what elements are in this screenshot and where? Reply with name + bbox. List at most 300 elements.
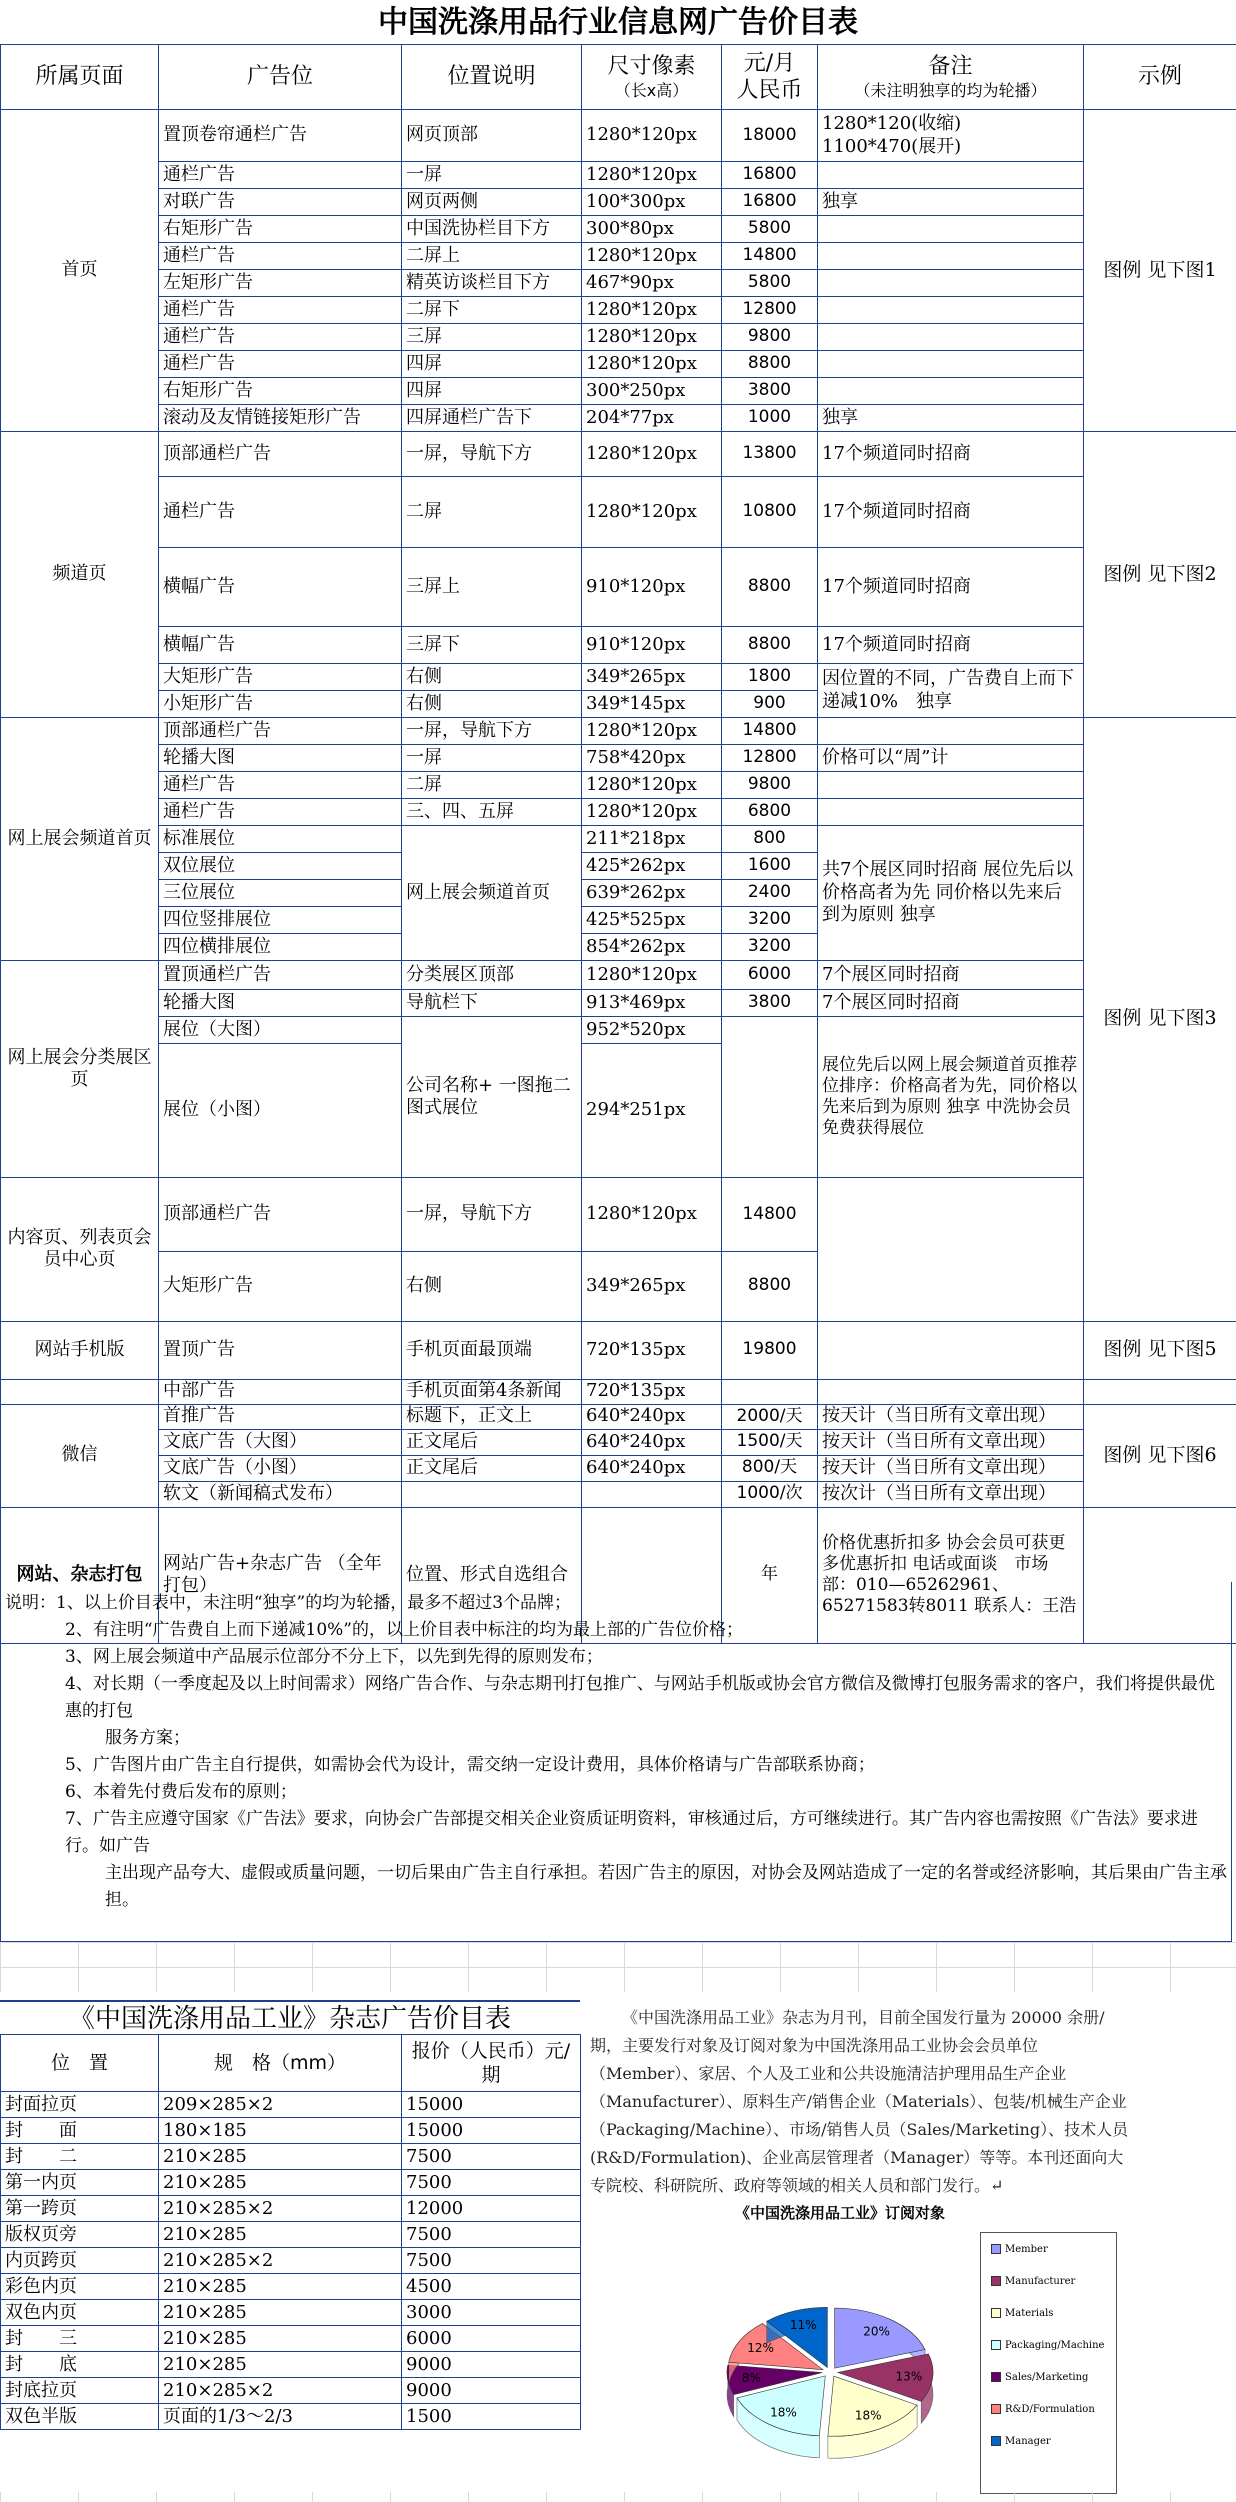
cell-price: 1000 [722,405,818,432]
cell-position: 软文（新闻稿式发布） [159,1481,402,1507]
note-line: 3、网上展会频道中产品展示位部分不分上下，以先到先得的原则发布； [65,1647,603,1667]
cell-desc: 右侧 [402,664,582,691]
legend-item [981,2329,1116,2361]
mag-cell-pos: 第一跨页 [1,2196,159,2222]
mag-cell-pos: 彩色内页 [1,2274,159,2300]
table-row [1,189,1236,216]
mag-cell-pos: 双色内页 [1,2300,159,2326]
page-title: 中国洗涤用品行业信息网广告价目表 [378,5,858,40]
cell-remark: 独享 [818,189,1084,216]
mag-cell-pos: 封底拉页 [1,2378,159,2404]
cell-desc: 一屏 [402,745,582,772]
cell-desc: 右侧 [402,691,582,718]
cell-size: 204*77px [582,405,722,432]
cell-remark [818,799,1084,826]
section-home: 首页 [1,110,159,432]
section-wechat: 微信 [1,1404,159,1507]
cell-size: 100*300px [582,189,722,216]
cell-price: 800 [722,826,818,853]
cell-desc: 三屏 [402,324,582,351]
cell-price: 2400 [722,880,818,907]
cell-remark [818,162,1084,189]
table-row [1,2222,581,2248]
cell-remark [818,243,1084,270]
cell-size: 1280*120px [582,243,722,270]
pie-label: 20% [863,2324,890,2339]
legend-swatch [991,2436,1001,2446]
col-header-page: 所属页面 [1,45,159,110]
legend-swatch [991,2340,1001,2350]
table-header-row [1,2035,581,2092]
legend-label: Sales/Marketing [1005,2371,1089,2383]
table-row [1,2378,581,2404]
mag-cell-spec: 210×285 [159,2300,402,2326]
table-row [1,826,1236,853]
legend-item [981,2425,1116,2457]
legend-label: Manager [1005,2435,1051,2447]
table-row [1,1017,1236,1044]
cell-desc: 四屏 [402,351,582,378]
col-header-example: 示例 [1084,45,1236,110]
cell-desc: 网页两侧 [402,189,582,216]
cell-desc: 二屏 [402,772,582,799]
section-bundle: 网站、杂志打包 [1,1507,159,1643]
cell-size: 467*90px [582,270,722,297]
table-row [1,405,1236,432]
note-line: 服务方案； [105,1728,190,1748]
legend-item [981,2297,1116,2329]
mag-cell-spec: 210×285 [159,2222,402,2248]
mag-cell-price: 15000 [402,2118,581,2144]
mag-cell-spec: 210×285×2 [159,2248,402,2274]
cell-remark [818,351,1084,378]
cell-price: 年 [722,1507,818,1643]
table-row [1,745,1236,772]
col-header-price [722,45,818,110]
cell-price: 6800 [722,799,818,826]
cell-size: 349*145px [582,691,722,718]
cell-remark [818,718,1084,745]
cell-remark: 7个展区同时招商 [818,961,1084,990]
cell-size: 1280*120px [582,297,722,324]
cell-size: 640*240px [582,1404,722,1429]
cell-price: 6000 [722,961,818,990]
cell-remark: 按次计（当日所有文章出现） [818,1481,1084,1507]
cell-price: 900 [722,691,818,718]
cell-remark [818,270,1084,297]
cell-remark: 17个频道同时招商 [818,432,1084,477]
mag-cell-price: 6000 [402,2326,581,2352]
table-row [1,2196,581,2222]
cell-size: 1280*120px [582,324,722,351]
table-row [1,432,1236,477]
table-row [1,2300,581,2326]
cell-remark: 价格优惠折扣多 协会会员可获更多优惠折扣 电话或面谈 市场部：010—65262961、65271583转8011 联系人：王浩 [818,1507,1084,1643]
cell-size: 425*525px [582,907,722,934]
cell-position: 通栏广告 [159,162,402,189]
chart-title: 《中国洗涤用品工业》订阅对象 [734,2204,945,2222]
cell-remark: 17个频道同时招商 [818,548,1084,627]
table-row [1,2118,581,2144]
cell-remark: 独享 [818,405,1084,432]
mag-cell-spec: 210×285 [159,2170,402,2196]
cell-price: 8800 [722,1251,818,1321]
cell-size: 1280*120px [582,432,722,477]
mag-cell-spec: 210×285×2 [159,2378,402,2404]
cell-desc: 精英访谈栏目下方 [402,270,582,297]
cell-position: 轮播大图 [159,745,402,772]
cell-size: 640*240px [582,1429,722,1455]
cell-size: 1280*120px [582,351,722,378]
cell-position: 首推广告 [159,1404,402,1429]
table-row [1,2144,581,2170]
cell-remark: 按天计（当日所有文章出现） [818,1455,1084,1481]
legend-label: Materials [1005,2307,1054,2319]
mag-cell-spec: 210×285×2 [159,2196,402,2222]
cell-size: 1280*120px [582,477,722,548]
cell-price: 5800 [722,270,818,297]
col-header-size [582,45,722,110]
cell-remark: 共7个展区同时招商 展位先后以价格高者为先 同价格以先来后到为原则 独享 [818,826,1084,961]
cell-desc: 分类展区顶部 [402,961,582,990]
note-line: 7、广告主应遵守国家《广告法》要求，向协会广告部提交相关企业资质证明资料，审核通过后，方可继续进行。其广告内容也需按照《广告法》要求进行。如广告 [65,1809,1198,1856]
section-expo-home: 网上展会频道首页 [1,718,159,961]
cell-desc: 正文尾后 [402,1429,582,1455]
table-row [1,378,1236,405]
cell-position: 置顶广告 [159,1321,402,1379]
table-row [1,772,1236,799]
cell-price: 2000/天 [722,1404,818,1429]
table-row [1,718,1236,745]
cell-size: 1280*120px [582,718,722,745]
table-row [1,548,1236,627]
cell-price: 1800 [722,664,818,691]
cell-desc: 二屏 [402,477,582,548]
cell-remark [818,1178,1084,1322]
col-header-mag-position: 位 置 [1,2035,159,2092]
cell-price: 19800 [722,1321,818,1379]
cell-size: 300*250px [582,378,722,405]
cell-price: 18000 [722,110,818,162]
cell-desc: 二屏下 [402,297,582,324]
cell-position: 右矩形广告 [159,216,402,243]
cell-desc: 三、四、五屏 [402,799,582,826]
web-ad-price-table [0,44,1236,1644]
table-row [1,270,1236,297]
cell-position: 大矩形广告 [159,1251,402,1321]
cell-price [722,1017,818,1178]
mag-cell-spec: 210×285 [159,2326,402,2352]
cell-remark [818,216,1084,243]
cell-position: 小矩形广告 [159,691,402,718]
table-row [1,627,1236,664]
pie-label: 18% [770,2405,797,2420]
cell-remark: 7个展区同时招商 [818,990,1084,1017]
legend-swatch [991,2244,1001,2254]
col-header-mag-price: 报价（人民币）元/期 [402,2035,581,2092]
cell-position: 四位横排展位 [159,934,402,961]
cell-size: 294*251px [582,1044,722,1178]
cell-desc: 手机页面第4条新闻 [402,1379,582,1404]
col-header-position: 广告位 [159,45,402,110]
legend-label: R&D/Formulation [1005,2403,1095,2415]
example-3: 图例 见下图3 [1084,718,1236,1322]
magazine-intro: 《中国洗涤用品工业》杂志为月刊，目前全国发行量为 20000 余册/期，主要发行对象及订阅对象为中国洗涤用品工业协会会员单位（Member）、家居、个人及工业和公共设施清洁护理用品生产企业（Manufacturer）、原料生产/销售企业（Materials）、包装/机械生产企业（Packaging/Machine）、市场/销售人员（Sales/Marketing）、技术人员(R&D/Formulation)、企业高层管理者（Manager）等等。本刊还面向大专院校、科研院所、政府等领域的相关人员和部门发行。↵ [590,2008,1129,2195]
table-row [1,1481,1236,1507]
price-sublabel: 人民币 [736,78,803,103]
cell-price: 1000/次 [722,1481,818,1507]
section-content: 内容页、列表页会员中心页 [1,1178,159,1322]
legend-label: Manufacturer [1005,2275,1076,2287]
table-row [1,2326,581,2352]
mag-cell-price: 15000 [402,2092,581,2118]
table-row [1,162,1236,189]
sheet-gridlines-bottom [0,2492,1236,2502]
mag-cell-price: 9000 [402,2378,581,2404]
cell-position: 文底广告（大图） [159,1429,402,1455]
cell-desc: 四屏 [402,378,582,405]
cell-remark: 展位先后以网上展会频道首页推荐位排序：价格高者为先，同价格以先来后到为原则 独享 中洗协会员免费获得展位 [818,1017,1084,1178]
mag-cell-price: 12000 [402,2196,581,2222]
cell-remark [818,1379,1084,1404]
cell-size: 913*469px [582,990,722,1017]
mag-cell-price: 7500 [402,2248,581,2274]
cell-price: 3200 [722,907,818,934]
cell-price: 12800 [722,297,818,324]
cell-position: 滚动及友情链接矩形广告 [159,405,402,432]
col-header-mag-spec: 规 格（mm） [159,2035,402,2092]
table-row [1,1321,1236,1379]
mag-cell-spec: 210×285 [159,2274,402,2300]
cell-remark: 1280*120(收缩) 1100*470(展开) [818,110,1084,162]
legend-label: Packaging/Machine [1005,2339,1105,2351]
cell-size [582,1481,722,1507]
pie-label: 13% [895,2369,923,2384]
mag-cell-pos: 封 二 [1,2144,159,2170]
cell-remark [818,324,1084,351]
note-line: 6、本着先付费后发布的原则； [65,1782,297,1802]
pie-label: 12% [747,2341,774,2356]
cell-remark [818,1321,1084,1379]
cell-position: 通栏广告 [159,324,402,351]
table-row [1,2170,581,2196]
example-1: 图例 见下图1 [1084,110,1236,432]
note-line: 2、有注明“广告费自上而下递减10%”的，以上价目表中标注的均为最上部的广告位价格； [65,1620,743,1640]
cell-price: 9800 [722,772,818,799]
note-line: 5、广告图片由广告主自行提供，如需协会代为设计，需交纳一定设计费用，具体价格请与广告部联系协商； [65,1755,875,1775]
cell-size: 910*120px [582,627,722,664]
cell-position: 置顶卷帘通栏广告 [159,110,402,162]
cell-size: 720*135px [582,1379,722,1404]
cell-size: 910*120px [582,548,722,627]
cell-empty [1,1379,159,1404]
cell-size: 211*218px [582,826,722,853]
table-row [1,324,1236,351]
table-row [1,351,1236,378]
section-expo-category: 网上展会分类展区页 [1,961,159,1178]
cell-size: 349*265px [582,1251,722,1321]
mag-cell-price: 9000 [402,2352,581,2378]
table-row [1,297,1236,324]
cell-remark: 价格可以“周”计 [818,745,1084,772]
cell-position: 展位（大图） [159,1017,402,1044]
cell-remark [818,378,1084,405]
cell-position: 网站广告+杂志广告 （全年打包） [159,1507,402,1643]
cell-size: 1280*120px [582,799,722,826]
mag-cell-pos: 版权页旁 [1,2222,159,2248]
remark-label: 备注 [928,54,973,80]
cell-size: 952*520px [582,1017,722,1044]
table-row [1,477,1236,548]
cell-price: 16800 [722,189,818,216]
cell-position: 通栏广告 [159,351,402,378]
legend-swatch [991,2404,1001,2414]
table-row [1,2092,581,2118]
cell-price: 16800 [722,162,818,189]
table-row [1,664,1236,691]
mag-cell-pos: 双色半版 [1,2404,159,2430]
mag-cell-price: 7500 [402,2222,581,2248]
cell-remark [818,772,1084,799]
mag-cell-price: 7500 [402,2170,581,2196]
mag-cell-pos: 内页跨页 [1,2248,159,2274]
cell-price: 14800 [722,718,818,745]
note-line: 主出现产品夸大、虚假或质量问题，一切后果由广告主自行承担。若因广告主的原因，对协会及网站造成了一定的名誉或经济影响，其后果由广告主承担。 [105,1863,1227,1910]
legend-item [981,2361,1116,2393]
cell-position: 三位展位 [159,880,402,907]
cell-size: 1280*120px [582,772,722,799]
cell-price [722,1379,818,1404]
cell-position: 横幅广告 [159,548,402,627]
cell-remark: 按天计（当日所有文章出现） [818,1404,1084,1429]
section-mobile: 网站手机版 [1,1321,159,1379]
cell-price: 8800 [722,351,818,378]
cell-desc [402,1481,582,1507]
cell-position: 通栏广告 [159,772,402,799]
cell-size: 1280*120px [582,1178,722,1252]
cell-price: 13800 [722,432,818,477]
cell-position: 横幅广告 [159,627,402,664]
size-sublabel: （长x高） [614,80,689,100]
mag-cell-price: 7500 [402,2144,581,2170]
cell-size: 425*262px [582,853,722,880]
cell-desc: 二屏上 [402,243,582,270]
cell-desc: 四屏通栏广告下 [402,405,582,432]
notes-section [0,1582,1232,1942]
cell-position: 顶部通栏广告 [159,432,402,477]
cell-position: 右矩形广告 [159,378,402,405]
mag-cell-spec: 209×285×2 [159,2092,402,2118]
cell-desc: 一屏，导航下方 [402,432,582,477]
cell-position: 顶部通栏广告 [159,718,402,745]
example-5: 图例 见下图5 [1084,1321,1236,1379]
cell-position: 双位展位 [159,853,402,880]
cell-size: 854*262px [582,934,722,961]
cell-position: 置顶通栏广告 [159,961,402,990]
cell-remark: 按天计（当日所有文章出现） [818,1429,1084,1455]
table-row [1,1429,1236,1455]
cell-desc: 标题下，正文上 [402,1404,582,1429]
cell-position: 标准展位 [159,826,402,853]
section-channel: 频道页 [1,432,159,718]
mag-cell-spec: 180×185 [159,2118,402,2144]
legend-label: Member [1005,2243,1048,2255]
cell-price: 5800 [722,216,818,243]
table-row [1,990,1236,1017]
cell-size: 1280*120px [582,162,722,189]
cell-desc: 正文尾后 [402,1455,582,1481]
cell-size: 1280*120px [582,961,722,990]
cell-remark: 因位置的不同，广告费自上而下递减10% 独享 [818,664,1084,718]
magazine-table-title: 《中国洗涤用品工业》杂志广告价目表 [0,2000,580,2036]
cell-desc: 中国洗协栏目下方 [402,216,582,243]
legend-swatch [991,2276,1001,2286]
example-6: 图例 见下图6 [1084,1404,1236,1507]
cell-desc: 位置、形式自选组合 [402,1507,582,1643]
cell-position: 通栏广告 [159,297,402,324]
cell-price: 10800 [722,477,818,548]
table-row [1,2352,581,2378]
cell-position: 左矩形广告 [159,270,402,297]
example-2: 图例 见下图2 [1084,432,1236,718]
magazine-price-table [0,2034,581,2430]
col-header-remark [818,45,1084,110]
table-row [1,2274,581,2300]
pie-label: 11% [789,2318,817,2333]
cell-desc: 导航栏下 [402,990,582,1017]
cell-desc: 手机页面最顶端 [402,1321,582,1379]
legend-item [981,2265,1116,2297]
table-row [1,110,1236,162]
legend-swatch [991,2308,1001,2318]
cell-size: 1280*120px [582,110,722,162]
table-header-row [1,45,1236,110]
table-row [1,1404,1236,1429]
cell-size: 349*265px [582,664,722,691]
magazine-rows [1,2092,581,2430]
size-label: 尺寸像素 [607,54,696,80]
table-row [1,2404,581,2430]
cell-size: 640*240px [582,1455,722,1481]
cell-size: 720*135px [582,1321,722,1379]
cell-position: 展位（小图） [159,1044,402,1178]
cell-desc: 一屏 [402,162,582,189]
cell-position: 通栏广告 [159,799,402,826]
cell-price: 8800 [722,548,818,627]
mag-cell-pos: 封 三 [1,2326,159,2352]
table-row [1,961,1236,990]
cell-size: 758*420px [582,745,722,772]
price-label: 元/月 [743,50,796,76]
mag-cell-spec: 210×285 [159,2352,402,2378]
table-row [1,1455,1236,1481]
cell-price: 3800 [722,990,818,1017]
cell-desc: 三屏上 [402,548,582,627]
cell-desc: 网页顶部 [402,110,582,162]
cell-price: 14800 [722,1178,818,1252]
legend-item [981,2233,1116,2265]
cell-position: 轮播大图 [159,990,402,1017]
cell-position: 通栏广告 [159,243,402,270]
cell-size: 639*262px [582,880,722,907]
mag-cell-spec: 210×285 [159,2144,402,2170]
cell-desc: 右侧 [402,1251,582,1321]
cell-position: 通栏广告 [159,477,402,548]
cell-price: 9800 [722,324,818,351]
cell-desc: 公司名称+ 一图拖二图式展位 [402,1017,582,1178]
cell-price: 3200 [722,934,818,961]
sheet-gridlines [0,1942,1236,1992]
